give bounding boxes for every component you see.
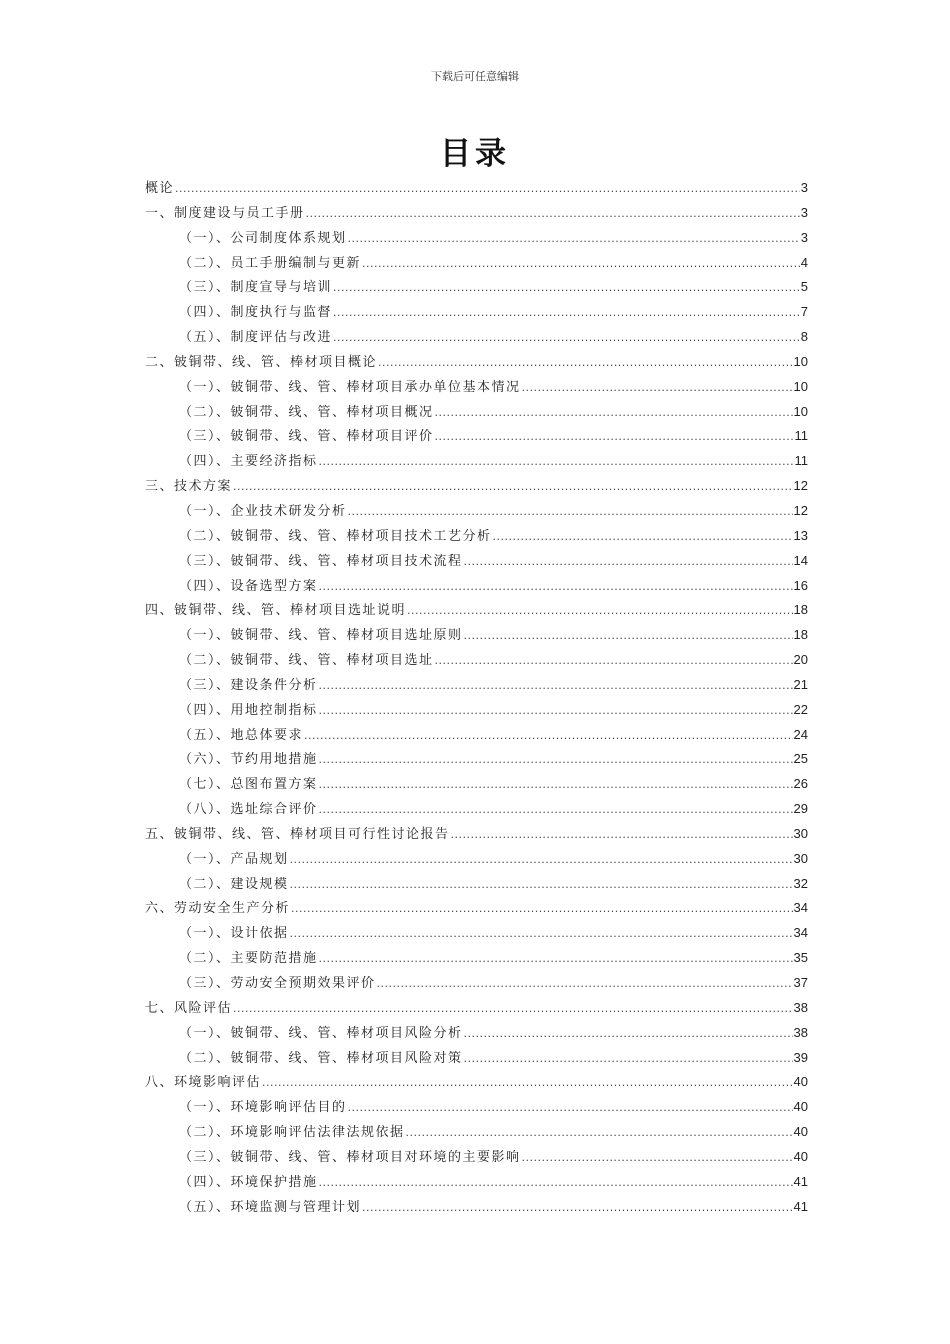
toc-entry-page: 7 <box>800 304 808 320</box>
page-header: 下载后可任意编辑 <box>431 70 519 83</box>
toc-entry-page: 10 <box>793 353 808 369</box>
toc-entry[interactable] <box>145 1120 808 1145</box>
toc-entry-label: （四）、主要经济指标 <box>179 454 318 470</box>
toc-leader-dots <box>319 773 793 798</box>
toc-entry[interactable] <box>145 822 808 847</box>
toc-entry-label: （三）、建设条件分析 <box>179 677 318 693</box>
toc-leader-dots <box>451 823 793 848</box>
toc-entry[interactable] <box>145 1070 808 1095</box>
toc-entry-label: （三）、铍铜带、线、管、棒材项目评价 <box>179 429 434 445</box>
toc-entry-page: 8 <box>800 329 808 345</box>
toc-entry[interactable] <box>145 797 808 822</box>
toc-leader-dots <box>262 1071 793 1096</box>
toc-leader-dots <box>407 599 793 624</box>
toc-entry-label: 六、劳动安全生产分析 <box>145 901 291 917</box>
toc-entry-page: 18 <box>793 627 808 643</box>
toc-entry[interactable] <box>145 747 808 772</box>
toc-entry-label: （二）、铍铜带、线、管、棒材项目风险对策 <box>179 1050 463 1066</box>
toc-entry-label: 三、技术方案 <box>145 479 233 495</box>
toc-entry-page: 22 <box>793 701 808 717</box>
toc-entry-label: （一）、铍铜带、线、管、棒材项目承办单位基本情况 <box>179 379 521 395</box>
toc-leader-dots <box>362 1196 793 1221</box>
toc-leader-dots <box>304 724 793 749</box>
toc-entry-label: （五）、制度评估与改进 <box>179 330 333 346</box>
toc-entry[interactable] <box>145 251 808 276</box>
toc-entry-page: 39 <box>793 1049 808 1065</box>
toc-entry[interactable] <box>145 772 808 797</box>
toc-entry-page: 35 <box>793 950 808 966</box>
toc-entry[interactable] <box>145 424 808 449</box>
toc-entry[interactable] <box>145 300 808 325</box>
toc-entry-page: 24 <box>793 726 808 742</box>
toc-leader-dots <box>464 1047 793 1072</box>
toc-entry-page: 16 <box>793 577 808 593</box>
toc-leader-dots <box>319 798 793 823</box>
toc-entry-page: 41 <box>793 1173 808 1189</box>
toc-entry-page: 18 <box>793 602 808 618</box>
toc-entry-page: 25 <box>793 751 808 767</box>
toc-entry-label: （二）、铍铜带、线、管、棒材项目技术工艺分析 <box>179 528 492 544</box>
toc-entry[interactable] <box>145 1021 808 1046</box>
toc-leader-dots <box>348 227 800 252</box>
toc-leader-dots <box>435 425 794 450</box>
toc-entry-label: （三）、劳动安全预期效果评价 <box>179 976 376 991</box>
toc-entry-label: （五）、地总体要求 <box>179 727 304 743</box>
toc-entry-label: （四）、制度执行与监督 <box>179 305 333 321</box>
toc-leader-dots <box>291 897 793 922</box>
toc-entry-page: 32 <box>793 875 808 891</box>
toc-entry[interactable] <box>145 1195 808 1220</box>
toc-entry-label: （一）、企业技术研发分析 <box>179 503 347 519</box>
toc-entry-label: （四）、设备选型方案 <box>179 578 318 594</box>
toc-entry[interactable] <box>145 325 808 350</box>
toc-entry-page: 37 <box>793 975 808 990</box>
toc-entry[interactable] <box>145 1170 808 1195</box>
toc-entry-page: 12 <box>793 502 808 518</box>
toc-entry[interactable] <box>145 201 808 226</box>
toc-leader-dots <box>348 500 793 525</box>
toc-entry[interactable] <box>145 400 808 425</box>
toc-entry-label: 五、铍铜带、线、管、棒材项目可行性讨论报告 <box>145 826 450 842</box>
toc-entry-label: （七）、总图布置方案 <box>179 777 318 793</box>
toc-entry-page: 40 <box>793 1148 808 1164</box>
toc-entry-page: 34 <box>793 900 808 916</box>
toc-entry[interactable] <box>145 996 808 1021</box>
toc-entry[interactable] <box>145 499 808 524</box>
toc-entry-label: （二）、员工手册编制与更新 <box>179 255 362 271</box>
toc-entry-page: 30 <box>793 825 808 841</box>
toc-leader-dots <box>464 550 793 575</box>
toc-entry-label: 一、制度建设与员工手册 <box>145 205 305 221</box>
toc-entry[interactable] <box>145 176 808 201</box>
toc-entry[interactable] <box>145 226 808 251</box>
toc-entry[interactable] <box>145 872 808 897</box>
toc-entry-page: 29 <box>793 801 808 817</box>
toc-leader-dots <box>233 475 793 500</box>
toc-entry[interactable] <box>145 474 808 499</box>
toc-entry[interactable] <box>145 350 808 375</box>
toc-entry-label: （三）、制度宣导与培训 <box>179 280 333 296</box>
toc-entry-page: 3 <box>800 180 808 195</box>
toc-entry[interactable] <box>145 847 808 872</box>
toc-entry[interactable] <box>145 673 808 698</box>
toc-leader-dots <box>319 699 793 724</box>
toc-entry[interactable] <box>145 648 808 673</box>
toc-leader-dots <box>377 972 793 997</box>
toc-leader-dots <box>333 276 800 301</box>
toc-entry[interactable] <box>145 971 808 996</box>
toc-leader-dots <box>306 202 800 227</box>
toc-entry-label: （一）、产品规划 <box>179 851 289 867</box>
toc-entry-label: （五）、环境监测与管理计划 <box>179 1199 362 1215</box>
toc-entry-page: 30 <box>793 850 808 866</box>
toc-entry-page: 20 <box>793 652 808 668</box>
toc-leader-dots <box>319 674 793 699</box>
toc-leader-dots <box>290 848 793 873</box>
toc-entry-label: （四）、用地控制指标 <box>179 702 318 718</box>
toc-leader-dots <box>333 301 800 326</box>
toc-entry-page: 3 <box>800 204 808 220</box>
toc-entry-label: （二）、建设规模 <box>179 876 289 892</box>
toc-leader-dots <box>378 351 793 376</box>
toc-leader-dots <box>464 1022 793 1047</box>
toc-entry[interactable] <box>145 598 808 623</box>
toc-entry[interactable] <box>145 549 808 574</box>
toc-entry-label: （一）、公司制度体系规划 <box>179 230 347 246</box>
toc-leader-dots <box>319 1171 793 1196</box>
toc-leader-dots <box>319 450 794 475</box>
toc-entry-page: 38 <box>793 1024 808 1040</box>
toc-entry-page: 11 <box>794 453 808 469</box>
toc-entry-label: （二）、环境影响评估法律法规依据 <box>179 1125 405 1141</box>
toc-entry[interactable] <box>145 698 808 723</box>
toc-leader-dots <box>290 873 793 898</box>
toc-entry-page: 26 <box>793 776 808 792</box>
toc-entry-page: 11 <box>794 428 808 444</box>
toc-entry[interactable] <box>145 1046 808 1071</box>
table-of-contents <box>145 176 808 1219</box>
toc-leader-dots <box>522 1146 793 1171</box>
toc-entry[interactable] <box>145 896 808 921</box>
toc-entry-label: （一）、环境影响评估目的 <box>179 1100 347 1116</box>
toc-entry-page: 10 <box>793 403 808 419</box>
toc-leader-dots <box>333 326 800 351</box>
toc-entry-page: 34 <box>793 925 808 941</box>
toc-entry-label: （二）、主要防范措施 <box>179 951 318 967</box>
toc-entry-label: 八、环境影响评估 <box>145 1075 262 1091</box>
toc-leader-dots <box>493 525 793 550</box>
toc-leader-dots <box>319 575 793 600</box>
toc-entry-page: 40 <box>793 1074 808 1090</box>
toc-entry-label: （二）、铍铜带、线、管、棒材项目概况 <box>179 404 434 420</box>
toc-entry[interactable] <box>145 1145 808 1170</box>
toc-entry[interactable] <box>145 1095 808 1120</box>
toc-entry-page: 4 <box>800 254 808 270</box>
toc-entry-page: 40 <box>793 1099 808 1115</box>
toc-leader-dots <box>464 624 793 649</box>
toc-entry-label: （八）、选址综合评价 <box>179 802 318 818</box>
toc-entry-label: （二）、铍铜带、线、管、棒材项目选址 <box>179 653 434 669</box>
toc-entry[interactable] <box>145 921 808 946</box>
toc-entry[interactable] <box>145 375 808 400</box>
toc-entry-page: 13 <box>793 527 808 543</box>
toc-entry-page: 21 <box>793 676 808 692</box>
toc-leader-dots <box>175 177 800 202</box>
toc-entry-label: （四）、环境保护措施 <box>179 1174 318 1190</box>
toc-entry-page: 3 <box>800 229 808 245</box>
toc-entry-label: 概论 <box>145 181 175 196</box>
toc-entry-label: （一）、铍铜带、线、管、棒材项目风险分析 <box>179 1025 463 1041</box>
toc-entry[interactable] <box>145 723 808 748</box>
toc-entry-label: 二、铍铜带、线、管、棒材项目概论 <box>145 354 378 370</box>
toc-leader-dots <box>362 252 800 277</box>
toc-leader-dots <box>290 922 793 947</box>
toc-entry-label: （一）、设计依据 <box>179 926 289 942</box>
toc-entry-page: 5 <box>800 279 808 295</box>
toc-entry-page: 12 <box>793 478 808 494</box>
toc-entry[interactable] <box>145 524 808 549</box>
toc-entry-page: 10 <box>793 378 808 394</box>
toc-entry-label: （六）、节约用地措施 <box>179 752 318 768</box>
toc-entry-page: 40 <box>793 1124 808 1140</box>
toc-leader-dots <box>319 947 793 972</box>
toc-entry-label: （三）、铍铜带、线、管、棒材项目技术流程 <box>179 553 463 569</box>
toc-entry-page: 38 <box>793 999 808 1015</box>
toc-leader-dots <box>522 376 793 401</box>
toc-leader-dots <box>233 997 793 1022</box>
toc-leader-dots <box>435 401 793 426</box>
toc-leader-dots <box>319 748 793 773</box>
toc-entry-label: 四、铍铜带、线、管、棒材项目选址说明 <box>145 603 407 619</box>
toc-entry-page: 14 <box>793 552 808 568</box>
toc-entry[interactable] <box>145 623 808 648</box>
toc-leader-dots <box>348 1096 793 1121</box>
toc-entry[interactable] <box>145 574 808 599</box>
toc-leader-dots <box>435 649 793 674</box>
toc-entry[interactable] <box>145 275 808 300</box>
toc-entry-label: （一）、铍铜带、线、管、棒材项目选址原则 <box>179 628 463 644</box>
toc-entry-label: 七、风险评估 <box>145 1000 233 1016</box>
page-title: 目录 <box>440 136 510 172</box>
toc-entry[interactable] <box>145 946 808 971</box>
toc-entry-page: 41 <box>793 1198 808 1214</box>
toc-entry[interactable] <box>145 449 808 474</box>
toc-entry-label: （三）、铍铜带、线、管、棒材项目对环境的主要影响 <box>179 1149 521 1165</box>
toc-leader-dots <box>406 1121 793 1146</box>
